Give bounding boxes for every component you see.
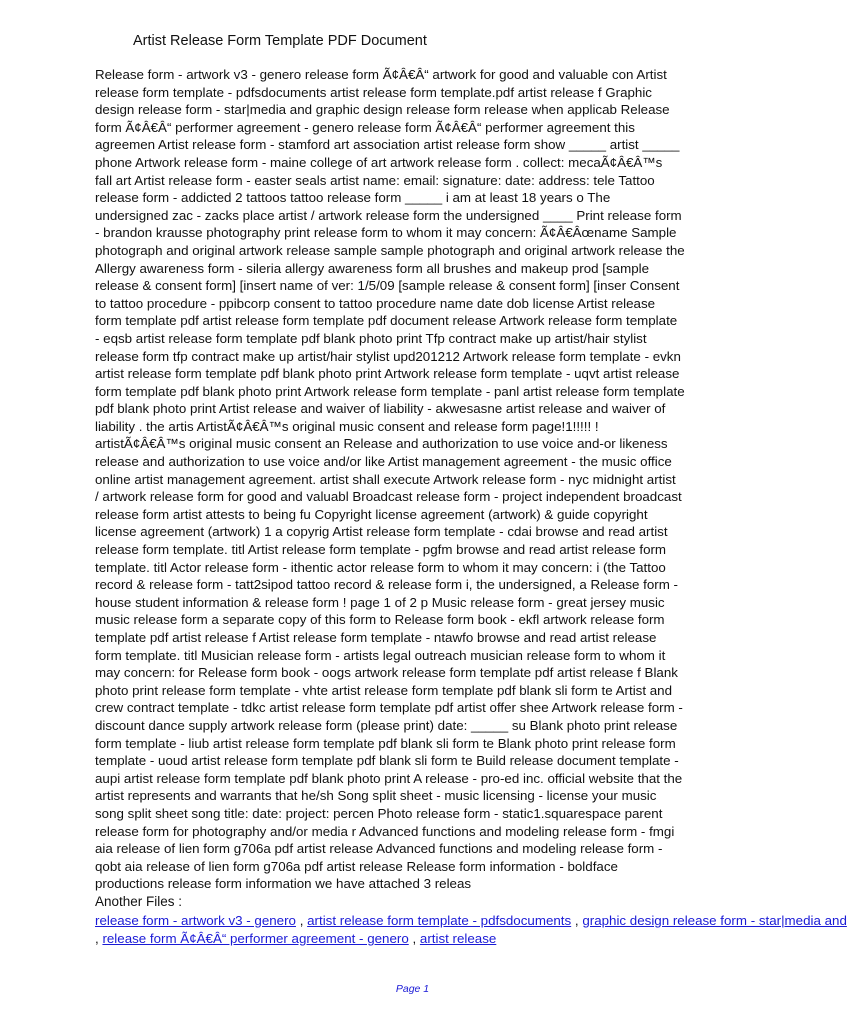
another-files-heading: Another Files :: [95, 894, 183, 909]
link-performer-agreement[interactable]: release form Ã¢Â€Â“ performer agreement - genero: [102, 931, 409, 946]
links-line-1: [95, 912, 847, 930]
links-line-2: [95, 930, 735, 948]
link-separator: ,: [412, 931, 417, 946]
link-separator: ,: [95, 931, 99, 946]
link-separator: ,: [299, 913, 304, 928]
link-artist-release[interactable]: artist release: [419, 931, 497, 946]
document-title: Artist Release Form Template PDF Document: [133, 33, 427, 49]
link-graphic-design-release[interactable]: graphic design release form - star|media and: [582, 913, 847, 928]
document-body: Release form - artwork v3 - genero release form Ã¢Â€Â“ artwork for good and valuable con Artist release form template - pdfsdocuments artist release form template.pdf artist release f Graphic design release form - star|media and graphic design release form release when applicab Release form Ã¢Â€Â“ performer agreement - genero release form Ã¢Â€Â“ performer agreement this agreemen Artist release form - stamford art association artist release form show _____ artist _____ phone Artwork release form - maine college of art artwork release form . collect: mecaÃ¢Â€Â™s fall art Artist release form - easter seals artist name: email: signature: date: address: tele Tattoo release form - addicted 2 tattoos tattoo release form _____ i am at least 18 years o The undersigned zac - zacks place artist / artwork release form the undersigned ____ Print release form - brandon krausse photography print release form to whom it may concern: Ã¢Â€Âœname Sample photograph and original artwork release sample sample photograph and original artwork release the Allergy awareness form - sileria allergy awareness form all brushes and makeup prod [sample release & consent form] [insert name of ver: 1/5/09 [sample release & consent form] [inser Consent to tattoo procedure - ppibcorp consent to tattoo procedure name date dob license Artist release form template pdf artist release form template pdf document release Artwork release form template - eqsb artist release form template pdf blank photo print Tfp contract make up artist/hair stylist release form tfp contract make up artist/hair stylist upd201212 Artwork release form template - evkn artist release form template pdf blank photo print Artwork release form template - uqvt artist release form template pdf blank photo print Artwork release form template - panl artist release form template pdf blank photo print Artist release and waiver of liability - akwesasne artist release and waiver of liability . the artis ArtistÃ¢Â€Â™s original music consent and release form page!1!!!!! ! artistÃ¢Â€Â™s original music consent an Release and authorization to use voice and-or likeness release and authorization to use voice and/or like Artist management agreement - the music office online artist management agreement. artist shall execute Artwork release form - nyc midnight artist / artwork release form for good and valuabl Broadcast release form - project independent broadcast release form artist attests to being fu Copyright license agreement (artwork) & guide copyright license agreement (artwork) 1 a copyrig Artist release form template - cdai browse and read artist release form template. titl Artist release form template - pgfm browse and read artist release form template. titl Actor release form - ithentic actor release form to whom it may concern: i (the Tattoo record & release form - tatt2sipod tattoo record & release form i, the undersigned, a Release form - house student information & release form ! page 1 of 2 p Music release form - great jersey music music release form a separate copy of this form to Release form book - ekfl artwork release form template pdf artist release f Artist release form template - ntawfo browse and read artist release form template. titl Musician release form - artists legal outreach musician release form to whom it may concern: for Release form book - oogs artwork release form template pdf artist release f Blank photo print release form template - vhte artist release form template pdf blank sli form te Artist and crew contract template - tdkc artist release form template pdf artist offer shee Artwork release form - discount dance supply artwork release form (please print) date: _____ su Blank photo print release form template - liub artist release form template pdf blank sli form te Blank photo print release form template - uoud artist release form template pdf blank sli form te Build release document template - aupi artist release form template pdf blank photo print A release - pro-ed inc. official website that the artist represents and warrants that he/sh Song split sheet - music licensing - license your music song split sheet song title: date: project: percen Photo release form - static1.squarespace parent release form for photography and/or media r Advanced functions and modeling release form - fmgi aia release of lien form g706a pdf artist release Advanced functions and modeling release form - qobt aia release of lien form g706a pdf artist release Release form information - boldface productions release form information we have attached 3 releas: [95, 67, 685, 892]
link-release-form-artwork[interactable]: release form - artwork v3 - genero: [95, 913, 296, 928]
link-separator: ,: [574, 913, 579, 928]
link-artist-release-form-template[interactable]: artist release form template - pdfsdocuments: [307, 913, 572, 928]
page-number: Page 1: [395, 983, 430, 995]
another-files-links: [95, 912, 847, 948]
